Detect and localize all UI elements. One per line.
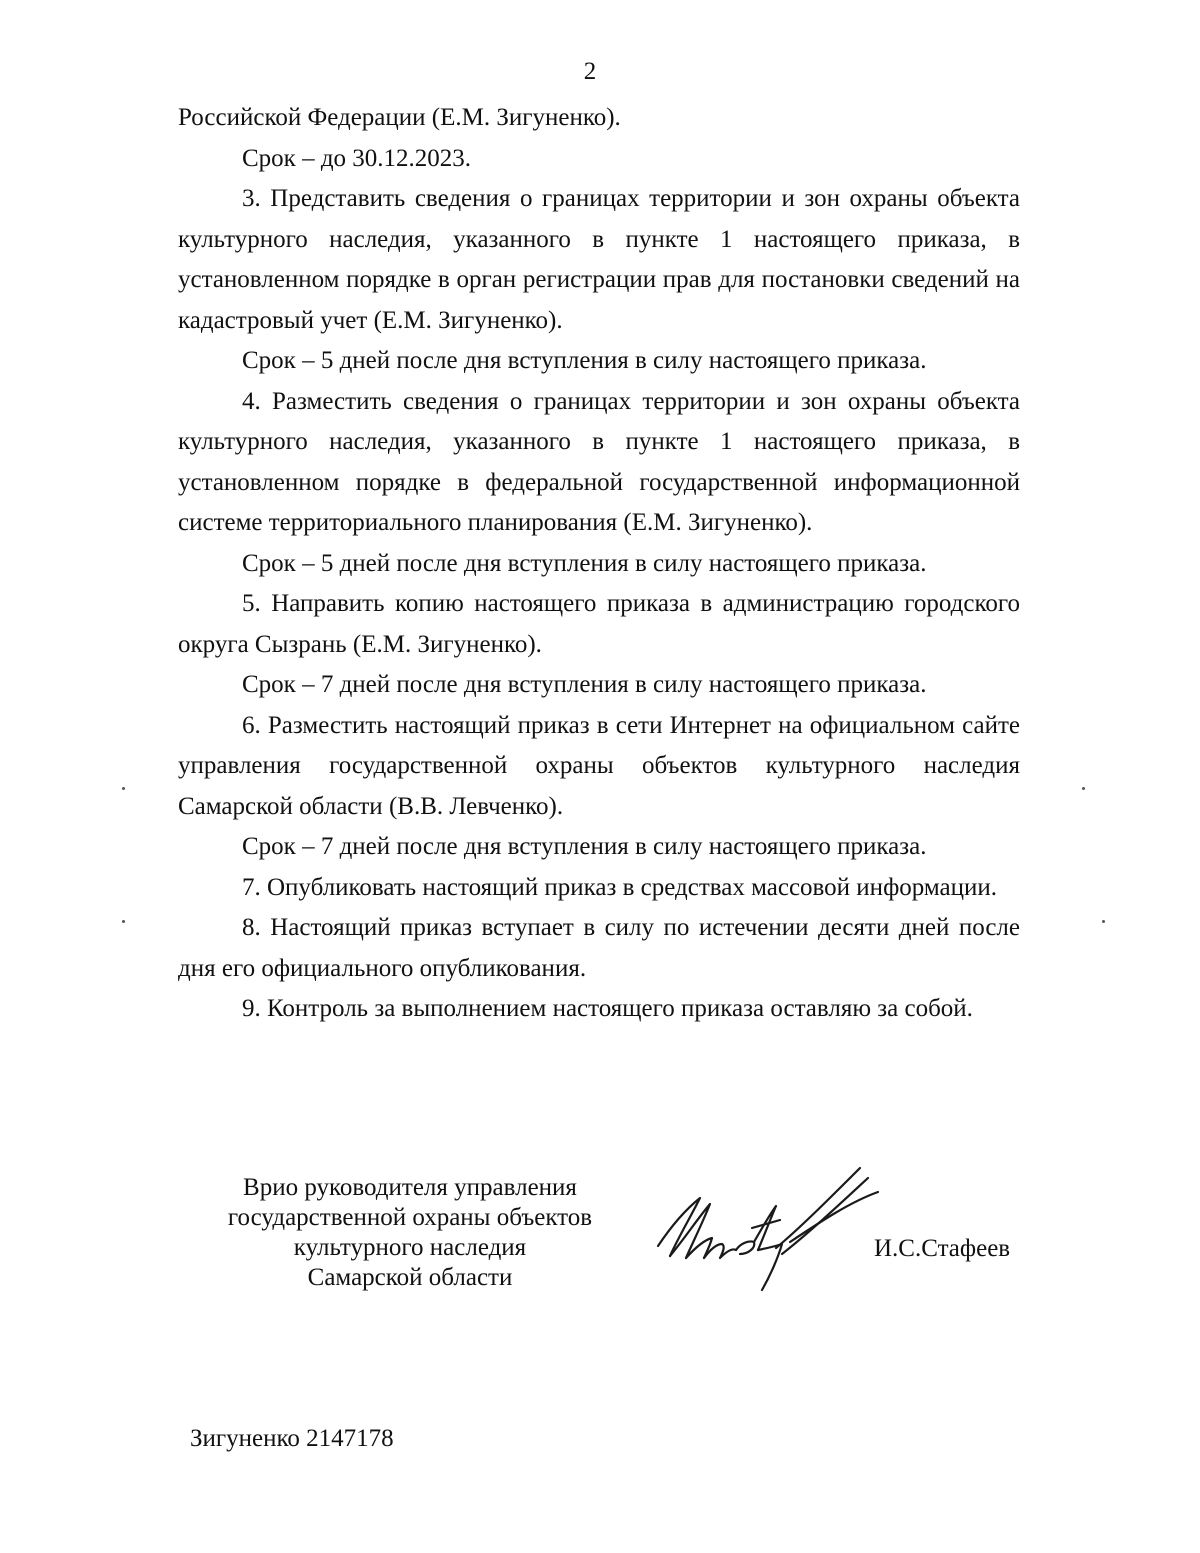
position-line: Врио руководителя управления (243, 1174, 577, 1201)
scan-speck (1102, 920, 1105, 923)
executor-note: Зигуненко 2147178 (190, 1425, 394, 1452)
scan-speck (122, 787, 125, 790)
handwritten-signature (640, 1158, 890, 1298)
paragraph-item-8: 8. Настоящий приказ вступает в силу по истечении десяти дней после дня его официального опубликования. (178, 914, 1020, 982)
scan-speck (1082, 787, 1085, 790)
page-number: 2 (583, 58, 597, 85)
deadline-paragraph: Срок – 7 дней после дня вступления в силу настоящего приказа. (242, 833, 927, 860)
paragraph-item-4: 4. Разместить сведения о границах территории и зон охраны объекта культурного наследия, указанного в пункте 1 настоящего приказа, в установленном порядке в федеральной государственной информационной системе территориального планирования (Е.М. Зигуненко). (178, 387, 1020, 536)
paragraph-fragment: Российской Федерации (Е.М. Зигуненко). (178, 104, 621, 131)
position-line: культурного наследия (293, 1234, 527, 1261)
position-line: Самарской области (307, 1264, 513, 1291)
deadline-paragraph: Срок – 7 дней после дня вступления в силу настоящего приказа. (242, 671, 927, 698)
paragraph-item-3: 3. Представить сведения о границах территории и зон охраны объекта культурного наследия, указанного в пункте 1 настоящего приказа, в установленном порядке в орган регистрации прав для постановки сведений на кадастровый учет (Е.М. Зигуненко). (178, 185, 1020, 334)
paragraph-item-6: 6. Разместить настоящий приказ в сети Интернет на официальном сайте управления государственной охраны объектов культурного наследия Самарской области (В.В. Левченко). (178, 711, 1020, 820)
deadline-paragraph: Срок – до 30.12.2023. (242, 144, 472, 172)
signatory-position (190, 1173, 630, 1293)
position-line: государственной охраны объектов (227, 1204, 593, 1231)
deadline-paragraph: Срок – 5 дней после дня вступления в силу настоящего приказа. (242, 347, 927, 374)
scan-speck (122, 920, 125, 923)
signer-name: И.С.Стафеев (874, 1235, 1011, 1262)
order-body (178, 98, 1020, 1030)
paragraph-item-9: 9. Контроль за выполнением настоящего приказа оставляю за собой. (242, 995, 973, 1022)
deadline-paragraph: Срок – 5 дней после дня вступления в силу настоящего приказа. (242, 549, 927, 577)
paragraph-item-5: 5. Направить копию настоящего приказа в администрацию городского округа Сызрань (Е.М. Зигуненко). (178, 590, 1020, 658)
paragraph-item-7: 7. Опубликовать настоящий приказ в средствах массовой информации. (242, 873, 998, 901)
